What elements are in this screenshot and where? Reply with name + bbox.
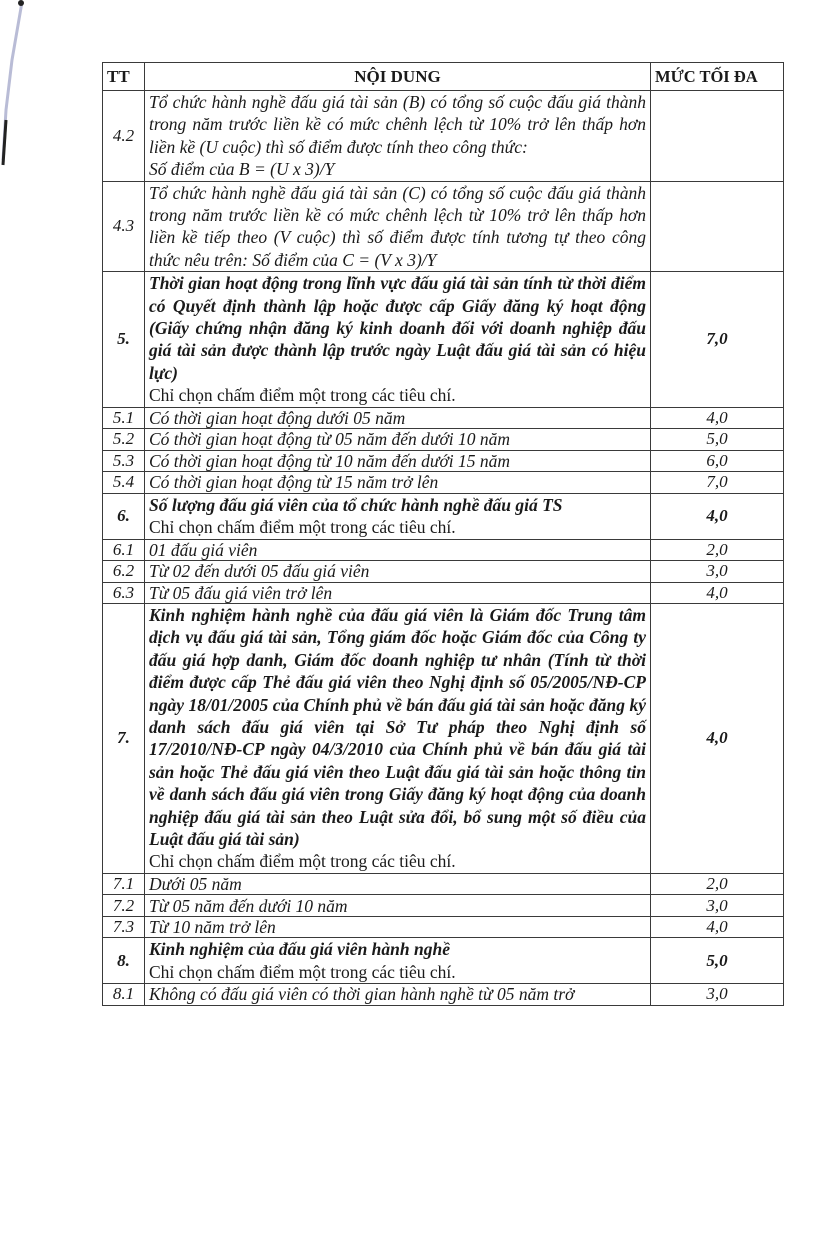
- row-text: Có thời gian hoạt động từ 10 năm đến dưới 15 năm: [149, 450, 511, 471]
- row-text: Có thời gian hoạt động từ 05 năm đến dưới 10 năm: [149, 429, 511, 450]
- table-row: [103, 181, 784, 272]
- row-title: Thời gian hoạt động trong lĩnh vực đấu giá tài sản tính từ thời điểm có Quyết định thành lập hoặc được cấp Giấy đăng ký hoạt động (Giấy chứng nhận đăng ký kinh doanh đối với doanh nghiệp đấu giá tài sản được thành lập trước ngày Luật đấu giá tài sản có hiệu lực): [149, 273, 646, 383]
- row-text: Từ 05 năm đến dưới 10 năm: [149, 895, 348, 916]
- table-row: [103, 916, 784, 938]
- row-note: Chỉ chọn chấm điểm một trong các tiêu chí.: [149, 385, 456, 406]
- row-text: Dưới 05 năm: [149, 874, 242, 895]
- row-content: [145, 493, 651, 539]
- row-content: [145, 539, 651, 561]
- row-number: 7.1: [103, 873, 145, 895]
- row-note: Chỉ chọn chấm điểm một trong các tiêu chí.: [149, 851, 456, 872]
- row-score: 2,0: [651, 539, 784, 561]
- row-text: 01 đấu giá viên: [149, 539, 258, 560]
- row-content: [145, 604, 651, 874]
- table-row-section: [103, 493, 784, 539]
- scan-edge-mark: [0, 0, 24, 190]
- row-score: 3,0: [651, 895, 784, 917]
- row-number: 6.: [103, 493, 145, 539]
- row-number: 5.1: [103, 407, 145, 429]
- table-row: [103, 450, 784, 472]
- row-number: 8.: [103, 938, 145, 984]
- row-content: [145, 91, 651, 182]
- row-number: 7.: [103, 604, 145, 874]
- row-score: 4,0: [651, 604, 784, 874]
- row-score: 4,0: [651, 916, 784, 938]
- row-content: [145, 429, 651, 451]
- row-number: 7.3: [103, 916, 145, 938]
- row-number: 6.1: [103, 539, 145, 561]
- header-max-score: MỨC TỐI ĐA: [651, 63, 784, 91]
- row-content: [145, 272, 651, 407]
- table-row: [103, 429, 784, 451]
- row-number: 5.: [103, 272, 145, 407]
- row-text: Từ 02 đến dưới 05 đấu giá viên: [149, 561, 370, 582]
- row-text: Từ 05 đấu giá viên trở lên: [149, 582, 333, 603]
- row-score: 7,0: [651, 272, 784, 407]
- row-score: 4,0: [651, 493, 784, 539]
- row-text: Tổ chức hành nghề đấu giá tài sản (B) có tổng số cuộc đấu giá thành trong năm trước liền kề có mức chênh lệch từ 10% trở lên thấp hơn liền kề (U cuộc) thì số điểm được tính theo công thức:: [149, 92, 646, 157]
- row-number: 8.1: [103, 984, 145, 1006]
- scoring-table: [102, 62, 784, 1006]
- row-title: Kinh nghiệm của đấu giá viên hành nghề: [149, 939, 450, 960]
- row-score: 5,0: [651, 938, 784, 984]
- table-header-row: [103, 63, 784, 91]
- row-content: [145, 895, 651, 917]
- table-row: [103, 984, 784, 1006]
- header-tt: TT: [103, 63, 145, 91]
- table-row: [103, 91, 784, 182]
- row-score: 6,0: [651, 450, 784, 472]
- table-row-section: [103, 604, 784, 874]
- row-content: [145, 916, 651, 938]
- row-formula: Số điểm của B = (U x 3)/Y: [149, 159, 335, 180]
- row-text: Có thời gian hoạt động dưới 05 năm: [149, 407, 406, 428]
- table-row: [103, 472, 784, 494]
- table-row: [103, 561, 784, 583]
- row-text: Có thời gian hoạt động từ 15 năm trở lên: [149, 472, 439, 493]
- row-content: [145, 450, 651, 472]
- row-number: 5.4: [103, 472, 145, 494]
- row-text: Tổ chức hành nghề đấu giá tài sản (C) có tổng số cuộc đấu giá thành trong năm trước liền kề có mức chênh lệch từ 10% trở lên thấp hơn liền kề tiếp theo (V cuộc) thì số điểm được tính tương tự theo công thức nêu trên: Số điểm của C = (V x 3)/Y: [149, 182, 646, 270]
- row-number: 6.3: [103, 582, 145, 604]
- row-content: [145, 407, 651, 429]
- row-title: Số lượng đấu giá viên của tổ chức hành nghề đấu giá TS: [149, 494, 563, 515]
- row-number: 4.3: [103, 181, 145, 272]
- row-score: 3,0: [651, 984, 784, 1006]
- row-content: [145, 938, 651, 984]
- row-content: [145, 582, 651, 604]
- row-score: 4,0: [651, 407, 784, 429]
- table-row: [103, 539, 784, 561]
- row-score: 2,0: [651, 873, 784, 895]
- row-score: [651, 181, 784, 272]
- row-content: [145, 472, 651, 494]
- row-number: 5.3: [103, 450, 145, 472]
- row-score: 4,0: [651, 582, 784, 604]
- row-text: Không có đấu giá viên có thời gian hành nghề từ 05 năm trở: [149, 984, 575, 1005]
- table-row: [103, 582, 784, 604]
- row-number: 4.2: [103, 91, 145, 182]
- table-row: [103, 895, 784, 917]
- row-title: Kinh nghiệm hành nghề của đấu giá viên là Giám đốc Trung tâm dịch vụ đấu giá tài sản, Tổng giám đốc hoặc Giám đốc của Công ty đấu giá hợp danh, Giám đốc doanh nghiệp tư nhân (Tính từ thời điểm được cấp Thẻ đấu giá viên theo Nghị định số 05/2005/NĐ-CP ngày 18/01/2005 của Chính phủ về bán đấu giá tài sản hoặc đăng ký danh sách đấu giá viên tại Sở Tư pháp theo Nghị định số 17/2010/NĐ-CP ngày 04/3/2010 của Chính phủ về bán đấu giá tài sản hoặc Thẻ đấu giá viên theo Luật đấu giá tài sản hoặc thông tin về danh sách đấu giá viên trong Giấy đăng ký hoạt động của doanh nghiệp đấu giá tài sản theo Luật sửa đổi, bổ sung một số điều của Luật đấu giá tài sản): [149, 605, 646, 850]
- row-note: Chỉ chọn chấm điểm một trong các tiêu chí.: [149, 961, 456, 982]
- table-row: [103, 873, 784, 895]
- row-score: 5,0: [651, 429, 784, 451]
- row-text: Từ 10 năm trở lên: [149, 917, 276, 938]
- header-content: NỘI DUNG: [145, 63, 651, 91]
- row-content: [145, 984, 651, 1006]
- table-row-section: [103, 938, 784, 984]
- row-score: 7,0: [651, 472, 784, 494]
- row-content: [145, 181, 651, 272]
- row-note: Chỉ chọn chấm điểm một trong các tiêu chí.: [149, 517, 456, 538]
- row-number: 5.2: [103, 429, 145, 451]
- table-row-section: [103, 272, 784, 407]
- row-content: [145, 561, 651, 583]
- row-number: 7.2: [103, 895, 145, 917]
- table-row: [103, 407, 784, 429]
- row-score: 3,0: [651, 561, 784, 583]
- row-number: 6.2: [103, 561, 145, 583]
- row-content: [145, 873, 651, 895]
- row-score: [651, 91, 784, 182]
